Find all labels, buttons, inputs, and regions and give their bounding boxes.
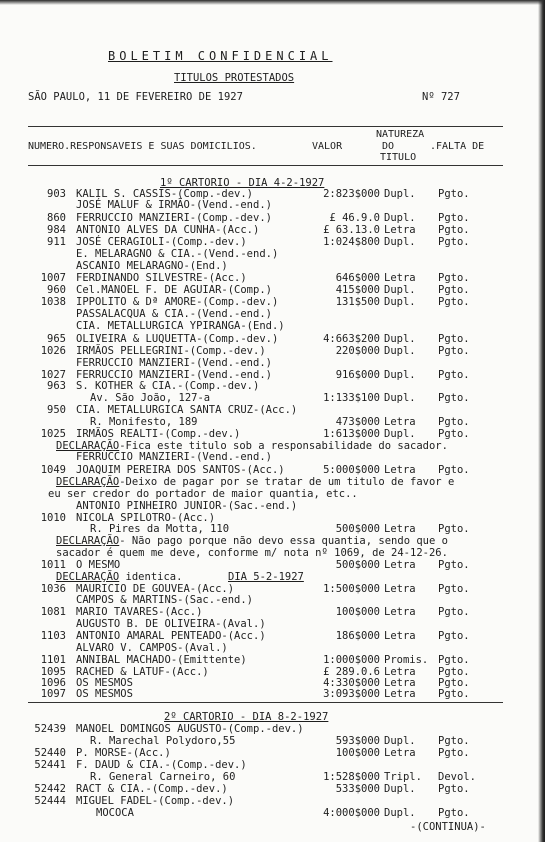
row-party: Cel.MANOEL F. DE AGUIAR-(Comp.) (76, 284, 272, 296)
row-falta: Pgto. (438, 807, 470, 819)
declaration-label: DECLARAÇÃO (56, 535, 120, 547)
row-number: 965 (47, 333, 66, 345)
row-valor: 1:528$000 (323, 771, 380, 783)
row-natureza: Letra (384, 630, 416, 642)
continua-footer: -(CONTINUA)- (410, 821, 486, 833)
row-falta: Pgto. (438, 523, 470, 535)
row-falta: Pgto. (438, 747, 470, 759)
row-falta: Pgto. (438, 369, 470, 381)
declaration-2-cont: eu ser credor do portador de maior quantia, etc.. (48, 488, 358, 500)
row-natureza: Dupl. (384, 236, 416, 248)
row-natureza: Dupl. (384, 783, 416, 795)
declaration-2 (56, 477, 454, 488)
row-party: IRMÃOS PELLEGRINI-(Comp.-dev.) (76, 345, 266, 357)
col-numero-resp: NUMERO.RESPONSAVEIS E SUAS DOMICILIOS. (28, 141, 257, 152)
row-natureza: Letra (384, 666, 416, 678)
row-valor: £ 289.0.6 (323, 666, 380, 678)
row-valor: 4:330$000 (323, 677, 380, 689)
row-party: MARIO TAVARES-(Acc.) (76, 606, 203, 618)
row-valor: 2:823$000 (323, 188, 380, 200)
row-natureza: Dupl. (384, 333, 416, 345)
document-title: BOLETIM CONFIDENCIAL (108, 49, 333, 63)
row-valor: 3:093$000 (323, 688, 380, 700)
row-valor: 473$000 (335, 416, 380, 428)
row-natureza: Letra (384, 272, 416, 284)
row-natureza: Letra (384, 583, 416, 595)
row-party: P. MORSE-(Acc.) (76, 747, 171, 759)
row-party: ALVARO V. CAMPOS-(Aval.) (76, 642, 228, 654)
row-natureza: Dupl. (384, 369, 416, 381)
declaration-text: - Não pago porque não devo essa quantia, sendo que o (119, 535, 448, 547)
row-party: CIA. METALLURGICA YPIRANGA-(End.) (76, 320, 285, 332)
row-falta: Pgto. (438, 272, 470, 284)
row-number: 52442 (34, 783, 66, 795)
row-valor: 1:024$800 (323, 236, 380, 248)
row-valor: 131$500 (335, 296, 380, 308)
row-party: RACHED & LATUF-(Acc.) (76, 666, 209, 678)
declaration-3 (56, 536, 448, 547)
row-number: 52440 (34, 747, 66, 759)
row-party: ASCANIO MELARAGNO-(End.) (76, 260, 228, 272)
row-valor: 1:613$000 (323, 428, 380, 440)
row-falta: Pgto. (438, 630, 470, 642)
row-natureza: Dupl. (384, 807, 416, 819)
row-number: 950 (47, 404, 66, 416)
row-valor: 4:000$000 (323, 807, 380, 819)
row-number: 1038 (40, 296, 66, 308)
row-falta: Pgto. (438, 735, 470, 747)
row-valor: 220$000 (335, 345, 380, 357)
row-falta: Pgto. (438, 783, 470, 795)
row-number: 52439 (34, 723, 66, 735)
row-falta: Pgto. (438, 464, 470, 476)
row-number: 52441 (34, 759, 66, 771)
row-falta: Devol. (438, 771, 476, 783)
scan-edge-top (0, 0, 545, 5)
row-number: 960 (47, 284, 66, 296)
section2-heading: 2º CARTORIO - DIA 8-2-1927 (164, 711, 329, 723)
row-party: ANTONIO ALVES DA CUNHA-(Acc.) (76, 224, 260, 236)
row-number: 1097 (40, 688, 66, 700)
row-natureza: Letra (384, 606, 416, 618)
row-valor: 186$000 (335, 630, 380, 642)
row-natureza: Dupl. (384, 735, 416, 747)
row-valor: 100$000 (335, 747, 380, 759)
row-party: FERRUCCIO MANZIERI-(Vend.-end.) (76, 357, 272, 369)
row-number: 911 (47, 236, 66, 248)
row-number: 1026 (40, 345, 66, 357)
row-natureza: Letra (384, 688, 416, 700)
row-falta: Pgto. (438, 677, 470, 689)
row-valor: 4:663$200 (323, 333, 380, 345)
row-address: R. General Carneiro, 60 (90, 771, 236, 783)
table-row (0, 689, 545, 701)
declaration-3-cont: sacador é quem me deve, conforme m/ nota nº 1069, de 24-12-26. (56, 547, 448, 559)
table-row (0, 200, 545, 212)
row-natureza: Dupl. (384, 212, 416, 224)
row-valor: £ 63.13.0 (323, 224, 380, 236)
row-natureza: Dupl. (384, 188, 416, 200)
row-valor: 500$000 (335, 523, 380, 535)
row-natureza: Dupl. (384, 428, 416, 440)
row-address: R. Marechal Polydoro,55 (90, 735, 236, 747)
row-valor: 916$000 (335, 369, 380, 381)
row-address: Av. São João, 127-a (90, 392, 211, 404)
row-falta: Pgto. (438, 428, 470, 440)
row-valor: 500$000 (335, 559, 380, 571)
row-party: S. KOTHER & CIA.-(Comp.-dev.) (76, 380, 260, 392)
row-number: 1036 (40, 583, 66, 595)
row-number: 1096 (40, 677, 66, 689)
row-natureza: Letra (384, 747, 416, 759)
row-natureza: Letra (384, 416, 416, 428)
bulletin-number: Nº 727 (422, 91, 460, 103)
row-natureza: Letra (384, 224, 416, 236)
section-divider (28, 702, 503, 703)
row-party: ANTONIO AMARAL PENTEADO-(Acc.) (76, 630, 266, 642)
row-party: ANNIBAL MACHADO-(Emittente) (76, 654, 247, 666)
row-address: R. Pires da Motta, 110 (90, 523, 230, 535)
row-number: 52444 (34, 795, 66, 807)
day-heading: DIA 5-2-1927 (228, 571, 304, 583)
row-falta: Pgto. (438, 212, 470, 224)
header-rule-top (28, 126, 503, 127)
col-valor: VALOR (312, 141, 343, 152)
row-valor: 100$000 (335, 606, 380, 618)
declaration-label: DECLARAÇÃO (56, 571, 120, 583)
declaration-1-party: FERRUCCIO MANZIERI-(Vend.-end.) (76, 451, 272, 463)
row-falta: Pgto. (438, 583, 470, 595)
row-valor: 1:133$100 (323, 392, 380, 404)
row-valor: 415$000 (335, 284, 380, 296)
row-party: JOSÉ CERAGIOLI-(Comp.-dev.) (76, 236, 247, 248)
document-subtitle: TITULOS PROTESTADOS (174, 72, 295, 84)
row-party: O MESMO (76, 559, 121, 571)
col-natureza-1: NATUREZA (376, 129, 425, 140)
row-falta: Pgto. (438, 416, 470, 428)
header-rule-bottom (28, 165, 503, 166)
row-party: PASSALACQUA & CIA.-(Vend.-end.) (76, 308, 272, 320)
row-number: 860 (47, 212, 66, 224)
row-party: OS MESMOS (76, 688, 133, 700)
col-natureza-3: TITULO (380, 152, 417, 163)
col-falta: .FALTA DE (430, 141, 485, 152)
row-valor: 1:500$000 (323, 583, 380, 595)
row-falta: Pgto. (438, 345, 470, 357)
row-party: CAMPOS & MARTINS-(Sac.-end.) (76, 594, 254, 606)
col-natureza-2: DO (382, 141, 395, 152)
declaration-text: identica. (119, 571, 183, 583)
row-party: AUGUSTO B. DE OLIVEIRA-(Aval.) (76, 618, 266, 630)
row-natureza: Letra (384, 523, 416, 535)
row-address: R. Monifesto, 189 (90, 416, 198, 428)
row-natureza: Promis. (384, 654, 429, 666)
row-party: KALIL S. CASSIS-(Comp.-dev.) (76, 188, 254, 200)
row-number: 1103 (40, 630, 66, 642)
row-natureza: Dupl. (384, 284, 416, 296)
row-party: MIGUEL FADEL-(Comp.-dev.) (76, 795, 235, 807)
row-party: RACT & CIA.-(Comp.-dev.) (76, 783, 228, 795)
row-falta: Pgto. (438, 392, 470, 404)
declaration-text: -Deixo de pagar por se tratar de um titulo de favor e (119, 476, 455, 488)
row-party: FERRUCCIO MANZIERI-(Vend.-end.) (76, 369, 272, 381)
row-falta: Pgto. (438, 296, 470, 308)
row-valor: 593$000 (335, 735, 380, 747)
row-party: JOAQUIM PEREIRA DOS SANTOS-(Acc.) (76, 464, 285, 476)
row-party: OS MESMOS (76, 677, 133, 689)
row-number: 1027 (40, 369, 66, 381)
row-natureza: Dupl. (384, 296, 416, 308)
row-number: 1049 (40, 464, 66, 476)
row-party: FERDINANDO SILVESTRE-(Acc.) (76, 272, 247, 284)
declaration-label: DECLARAÇÃO (56, 440, 120, 452)
row-number: 1081 (40, 606, 66, 618)
row-falta: Pgto. (438, 224, 470, 236)
row-party: OLIVEIRA & LUQUETTA-(Comp.-dev.) (76, 333, 279, 345)
declaration-label: DECLARAÇÃO (56, 476, 120, 488)
row-falta: Pgto. (438, 333, 470, 345)
row-number: 1011 (40, 559, 66, 571)
row-party: IPPOLITO & Dª AMORE-(Comp.-dev.) (76, 296, 279, 308)
place-date: SÃO PAULO, 11 DE FEVEREIRO DE 1927 (28, 91, 243, 103)
row-number: 1101 (40, 654, 66, 666)
row-valor: 1:000$000 (323, 654, 380, 666)
row-natureza: Letra (384, 677, 416, 689)
row-party: MANOEL DOMINGOS AUGUSTO-(Comp.-dev.) (76, 723, 304, 735)
row-party: CIA. METALLURGICA SANTA CRUZ-(Acc.) (76, 404, 298, 416)
row-valor: 533$000 (335, 783, 380, 795)
row-natureza: Dupl. (384, 392, 416, 404)
row-falta: Pgto. (438, 188, 470, 200)
row-party: F. DAUD & CIA.-(Comp.-dev.) (76, 759, 247, 771)
row-party: MAURICIO DE GOUVEA-(Acc.) (76, 583, 235, 595)
row-natureza: Dupl. (384, 345, 416, 357)
row-valor: 5:000$000 (323, 464, 380, 476)
row-party: JOSÉ MALUF & IRMÃO-(Vend.-end.) (76, 199, 272, 211)
row-natureza: Letra (384, 559, 416, 571)
declaration-4 (56, 572, 182, 583)
row-falta: Pgto. (438, 236, 470, 248)
row-party: E. MELARAGNO & CIA.-(Vend.-end.) (76, 248, 279, 260)
row-natureza: Letra (384, 464, 416, 476)
row-number: 1007 (40, 272, 66, 284)
section1-heading: 1º CARTORIO - DIA 4-2-1927 (160, 177, 325, 189)
table-row (0, 321, 545, 333)
table-row (0, 808, 545, 820)
row-party: NICOLA SPILOTRO-(Acc.) (76, 512, 216, 524)
declaration-text: -Fica este titulo sob a responsabilidade do sacador. (119, 440, 448, 452)
row-natureza: Tripl. (384, 771, 422, 783)
row-number: 1095 (40, 666, 66, 678)
row-number: 963 (47, 380, 66, 392)
row-falta: Pgto. (438, 284, 470, 296)
declaration-1 (56, 441, 448, 452)
row-falta: Pgto. (438, 559, 470, 571)
row-falta: Pgto. (438, 606, 470, 618)
row-number: 1025 (40, 428, 66, 440)
row-party: FERRUCCIO MANZIERI-(Comp.-dev.) (76, 212, 272, 224)
row-number: 903 (47, 188, 66, 200)
row-number: 1010 (40, 512, 66, 524)
row-address: MOCOCA (96, 807, 134, 819)
declaration-2-party: ANTONIO PINHEIRO JUNIOR-(Sac.-end.) (76, 500, 298, 512)
row-falta: Pgto. (438, 666, 470, 678)
row-number: 984 (47, 224, 66, 236)
row-valor: 646$000 (335, 272, 380, 284)
row-party: IRMÃOS REALTI-(Comp.-dev.) (76, 428, 241, 440)
row-valor: £ 46.9.0 (329, 212, 380, 224)
row-falta: Pgto. (438, 654, 470, 666)
row-falta: Pgto. (438, 688, 470, 700)
